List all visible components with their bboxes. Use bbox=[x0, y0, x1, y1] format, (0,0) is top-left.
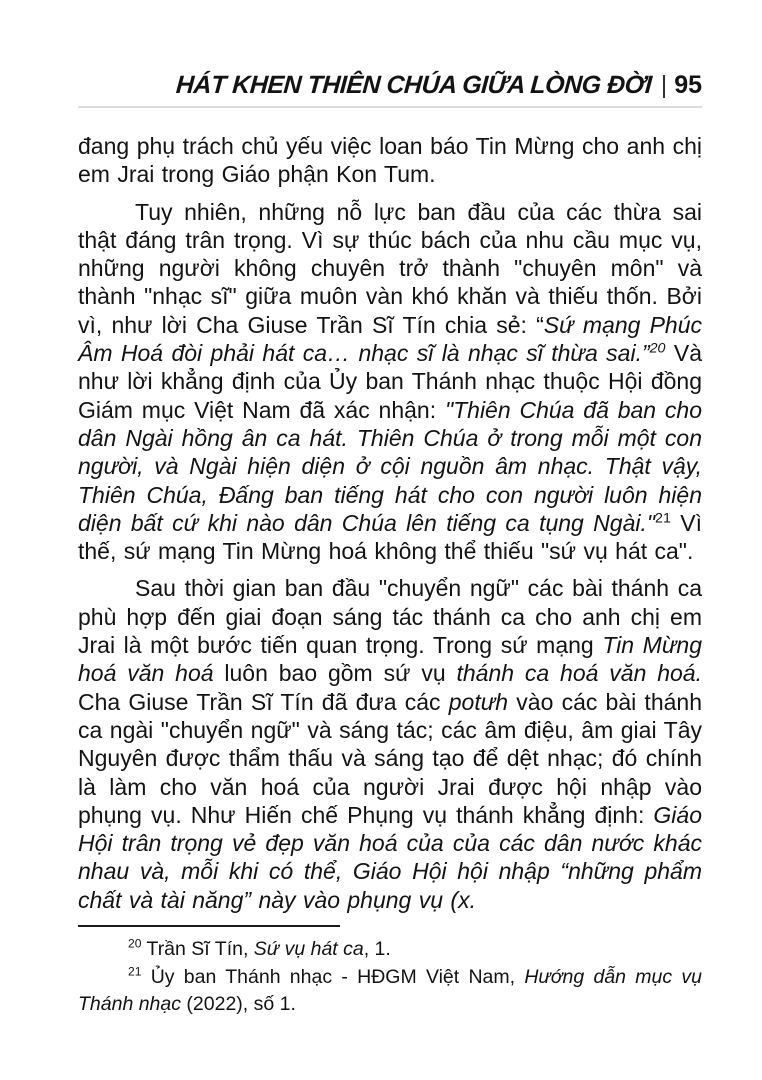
text-segment: Trần Sĩ Tín, bbox=[141, 938, 254, 961]
footnote-reference: 21 bbox=[128, 964, 142, 979]
text-segment: Tuy nhiên, những nỗ lực ban đầu của các thừa sai thật đáng trân trọng. Vì sự thúc bách của nhu cầu mục vụ, những người không chuyên trở thành "chuyên môn" và thành "nhạc sĩ" giữa muôn vàn khó khăn và thiếu thốn. Bởi vì, như lời Cha Giuse Trần Sĩ Tín chia sẻ: “ bbox=[78, 198, 702, 338]
footnote-reference: 20 bbox=[128, 936, 142, 951]
text-segment: potưh bbox=[448, 688, 509, 715]
running-header-title: HÁT KHEN THIÊN CHÚA GIỮA LÒNG ĐỜI bbox=[175, 71, 653, 99]
footnote bbox=[78, 936, 702, 964]
text-segment: "Thiên Chúa đã ban cho dân Ngài hồng ân ca hát. Thiên Chúa ở trong mỗi một con người, và Ngài hiện diện ở cội nguồn âm nhạc. Thật vậy, Thiên Chúa, Đấng ban tiếng hát cho con người luôn hiện diện bất cứ khi nào dân Chúa lên tiếng ca tụng Ngài." bbox=[78, 396, 702, 536]
body-paragraph bbox=[78, 132, 702, 189]
body-paragraph bbox=[78, 574, 702, 914]
text-segment: Giáo Hội trân trọng vẻ đẹp văn hoá của của các dân nước khác nhau và, mỗi khi có thể, Giáo Hội hội nhập “những phẩm chất và tài năng” này vào phụng vụ (x. bbox=[78, 801, 702, 913]
footnote-reference: 21 bbox=[655, 510, 671, 527]
text-segment: Tin Mừng hoá văn hoá bbox=[78, 632, 702, 687]
text-segment: , 1. bbox=[363, 938, 391, 961]
body-text bbox=[78, 132, 702, 914]
header-separator: | bbox=[660, 71, 668, 99]
text-segment: Sứ vụ hát ca bbox=[253, 938, 364, 961]
page-number: 95 bbox=[674, 71, 702, 99]
footnote bbox=[78, 964, 702, 1019]
text-segment: Hướng dẫn mục vụ Thánh nhạc bbox=[78, 965, 702, 1016]
footnote-list bbox=[78, 936, 702, 1019]
footnotes-block bbox=[78, 925, 702, 1019]
text-segment: (2022), số 1. bbox=[181, 993, 296, 1016]
text-segment: Cha Giuse Trần Sĩ Tín đã đưa các bbox=[78, 688, 449, 715]
text-segment: Sứ mạng Phúc Âm Hoá đòi phải hát ca… nhạc sĩ là nhạc sĩ thừa sai.” bbox=[78, 311, 703, 367]
text-segment: thánh ca hoá văn hoá. bbox=[456, 660, 702, 687]
text-segment: vào các bài thánh ca ngài "chuyển ngữ" và sáng tác; các âm điệu, âm giai Tây Nguyên được thẩm thấu và sáng tạo để dệt nhạc; đó chính là làm cho văn hoá của người Jrai được hội nhập vào phụng vụ. Như Hiến chế Phụng vụ thánh khẳng định: bbox=[78, 688, 702, 828]
footnote-reference: 20 bbox=[649, 340, 666, 357]
text-segment: Sau thời gian ban đầu "chuyển ngữ" các bài thánh ca phù hợp đến giai đoạn sáng tác thánh ca cho anh chị em Jrai là một bước tiến quan trọng. Trong sứ mạng bbox=[78, 575, 702, 659]
text-segment: Vì thế, sứ mạng Tin Mừng hoá không thể thiếu "sứ vụ hát ca". bbox=[78, 509, 702, 565]
text-segment: Ủy ban Thánh nhạc - HĐGM Việt Nam, bbox=[141, 965, 525, 988]
text-segment: đang phụ trách chủ yếu việc loan báo Tin Mừng cho anh chị em Jrai trong Giáo phận Kon Tum. bbox=[78, 133, 702, 188]
footnote-divider-rule bbox=[78, 925, 340, 927]
header-divider-rule bbox=[78, 106, 702, 108]
text-segment: Và như lời khẳng định của Ủy ban Thánh nhạc thuộc Hội đồng Giám mục Việt Nam đã xác nhận: bbox=[78, 340, 703, 423]
text-segment: luôn bao gồm sứ vụ bbox=[213, 660, 457, 687]
running-header bbox=[78, 70, 702, 100]
body-paragraph bbox=[78, 198, 702, 566]
